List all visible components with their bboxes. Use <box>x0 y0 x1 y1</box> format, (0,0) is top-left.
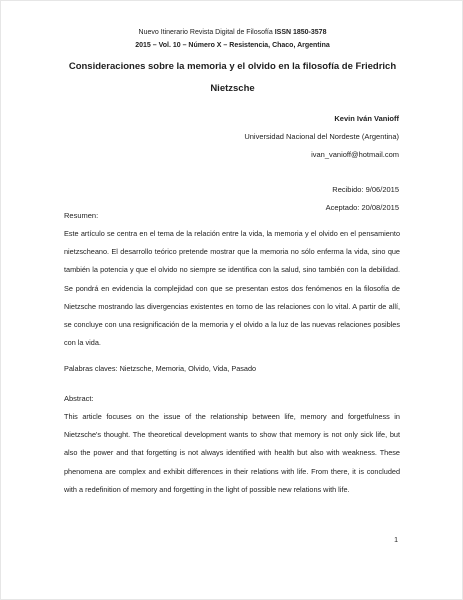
author-affiliation: Universidad Nacional del Nordeste (Argentina) <box>244 132 399 141</box>
journal-header <box>1 26 463 52</box>
keywords: Palabras claves: Nietzsche, Memoria, Olvido, Vida, Pasado <box>64 364 257 373</box>
author-email: ivan_vanioff@hotmail.com <box>311 150 399 159</box>
dates-block <box>326 181 399 217</box>
journal-header-line-2: 2015 – Vol. 10 – Número X – Resistencia, Chaco, Argentina <box>135 42 330 49</box>
article-title <box>61 56 404 100</box>
resumen-label: Resumen: <box>64 211 99 220</box>
resumen-text: Este artículo se centra en el tema de la relación entre la vida, la memoria y el olvido en el pensamiento nietzscheano. El desarrollo teórico pretende mostrar que la memoria no sólo enferma la vida, sino que también la potencia y que el olvido no siempre se identifica con la salud, sino también con la debilidad. Se pondrá en evidencia la complejidad con que se presentan estos dos fenómenos en la filosofía de Nietzsche mostrando las divergencias existentes en torno de las relaciones con lo vital. A partir de allí, se concluye con una resignificación de la memoria y el olvido a la luz de las nuevas relaciones posibles con la vida. <box>64 229 400 348</box>
author-block <box>244 110 399 164</box>
page-number: 1 <box>394 537 398 544</box>
abstract-text: This article focuses on the issue of the relationship between life, memory and forgetfulness in Nietzsche's thought. The theoretical development wants to show that memory is not only sick life, but also the power and that forgetting is not always identified with health but also with weakness. These phenomena are complex and exhibit differences in their relations with life. From there, it is concluded with a redefinition of memory and forgetting in the light of possible new relations with life. <box>64 412 400 494</box>
received-date: Recibido: 9/06/2015 <box>332 185 399 194</box>
abstract-label: Abstract: <box>64 394 94 403</box>
accepted-date: Aceptado: 20/08/2015 <box>325 203 399 212</box>
article-title-line-1: Consideraciones sobre la memoria y el olvido en la filosofía de Friedrich <box>68 61 397 72</box>
journal-header-line-1 <box>1 26 463 39</box>
issn: ISSN 1850-3578 <box>274 29 327 36</box>
author-name: Kevin Iván Vanioff <box>334 114 399 123</box>
article-title-line-2: Nietzsche <box>210 83 255 94</box>
journal-name: Nuevo Itinerario Revista Digital de Filosofía <box>138 29 275 36</box>
